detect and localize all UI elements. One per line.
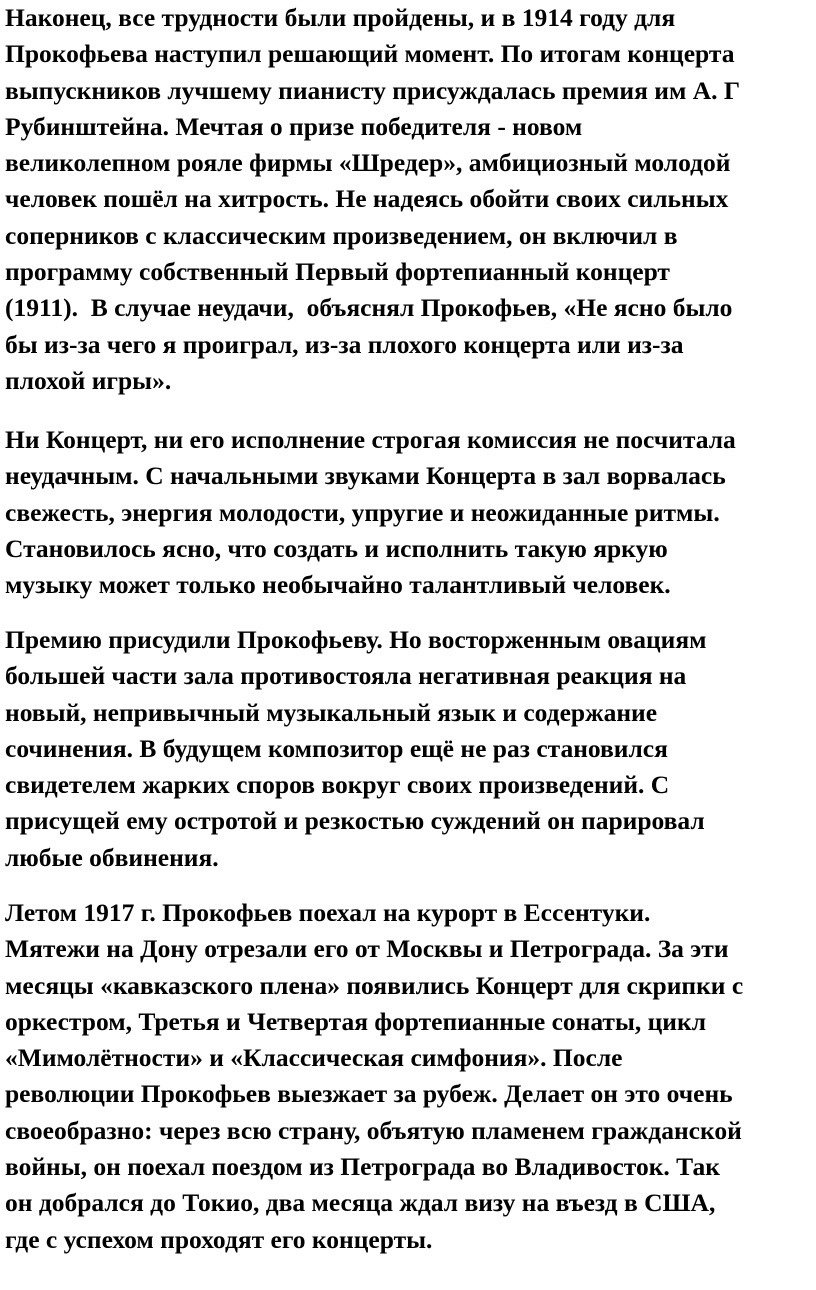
text-line: Летом 1917 г. Прокофьев поехал на курорт в Ессентуки. [5, 898, 651, 927]
text-line: любые обвинения. [5, 842, 219, 872]
text-line: Прокофьева наступил решающий момент. По итогам концерта [5, 39, 735, 69]
text-line: Наконец, все трудности были пройдены, и в 1914 году для [5, 3, 676, 32]
text-line: войны, он поехал поездом из Петрограда во Владивосток. Так [5, 1152, 720, 1182]
text-line: где с успехом проходят его концерты. [5, 1224, 433, 1254]
text-line: плохой игры». [5, 365, 172, 395]
paragraph-1 [5, 0, 740, 399]
text-line: музыку может только необычайно талантливый человек. [5, 570, 671, 600]
text-line: великолепном рояле фирмы «Шредер», амбициозный молодой [5, 148, 731, 178]
text-line: соперников с классическим произведением, он включил в [5, 220, 678, 250]
text-line: «Мимолётности» и «Классическая симфония». После [5, 1043, 623, 1073]
paragraph-3 [5, 622, 707, 876]
text-line: бы из-за чего я проиграл, из-за плохого концерта или из-за [5, 329, 684, 359]
text-line: он добрался до Токио, два месяца ждал визу на въезд в США, [5, 1188, 716, 1218]
text-line: присущей ему остротой и резкостью суждений он парировал [5, 806, 705, 836]
paragraph-4 [5, 895, 743, 1258]
text-line: Премию присудили Прокофьеву. Но восторженным овациям [5, 625, 707, 654]
text-line: Мятежи на Дону отрезали его от Москвы и Петрограда. За эти [5, 934, 729, 964]
text-line: человек пошёл на хитрость. Не надеясь обойти своих сильных [5, 184, 729, 214]
text-line: свежесть, энергия молодости, упругие и неожиданные ритмы. [5, 497, 720, 527]
text-line: свидетелем жарких споров вокруг своих произведений. С [5, 770, 670, 800]
text-line: Ни Концерт, ни его исполнение строгая комиссия не посчитала [5, 425, 736, 454]
text-line: выпускников лучшему пианисту присуждалась премия им А. Г [5, 75, 741, 105]
paragraph-2 [5, 422, 736, 603]
text-line: оркестром, Третья и Четвертая фортепианные сонаты, цикл [5, 1006, 707, 1036]
text-line: неудачным. С начальными звуками Концерта в зал ворвалась [5, 461, 726, 491]
text-line: своеобразно: через всю страну, объятую пламенем гражданской [5, 1115, 742, 1145]
text-line: сочинения. В будущем композитор ещё не раз становился [5, 733, 668, 763]
text-line: (1911). В случае неудачи, объяснял Прокофьев, «Не ясно было [5, 293, 733, 323]
text-line: Становилось ясно, что создать и исполнить такую яркую [5, 533, 668, 563]
text-line: революции Прокофьев выезжает за рубеж. Делает он это очень [5, 1079, 733, 1109]
text-line: программу собственный Первый фортепианный концерт [5, 257, 670, 287]
text-line: месяцы «кавказского плена» появились Концерт для скрипки с [5, 970, 744, 1000]
text-line: новый, непривычный музыкальный язык и содержание [5, 697, 658, 727]
text-line: большей части зала противостояла негативная реакция на [5, 661, 687, 691]
text-line: Рубинштейна. Мечтая о призе победителя - новом [5, 111, 583, 141]
